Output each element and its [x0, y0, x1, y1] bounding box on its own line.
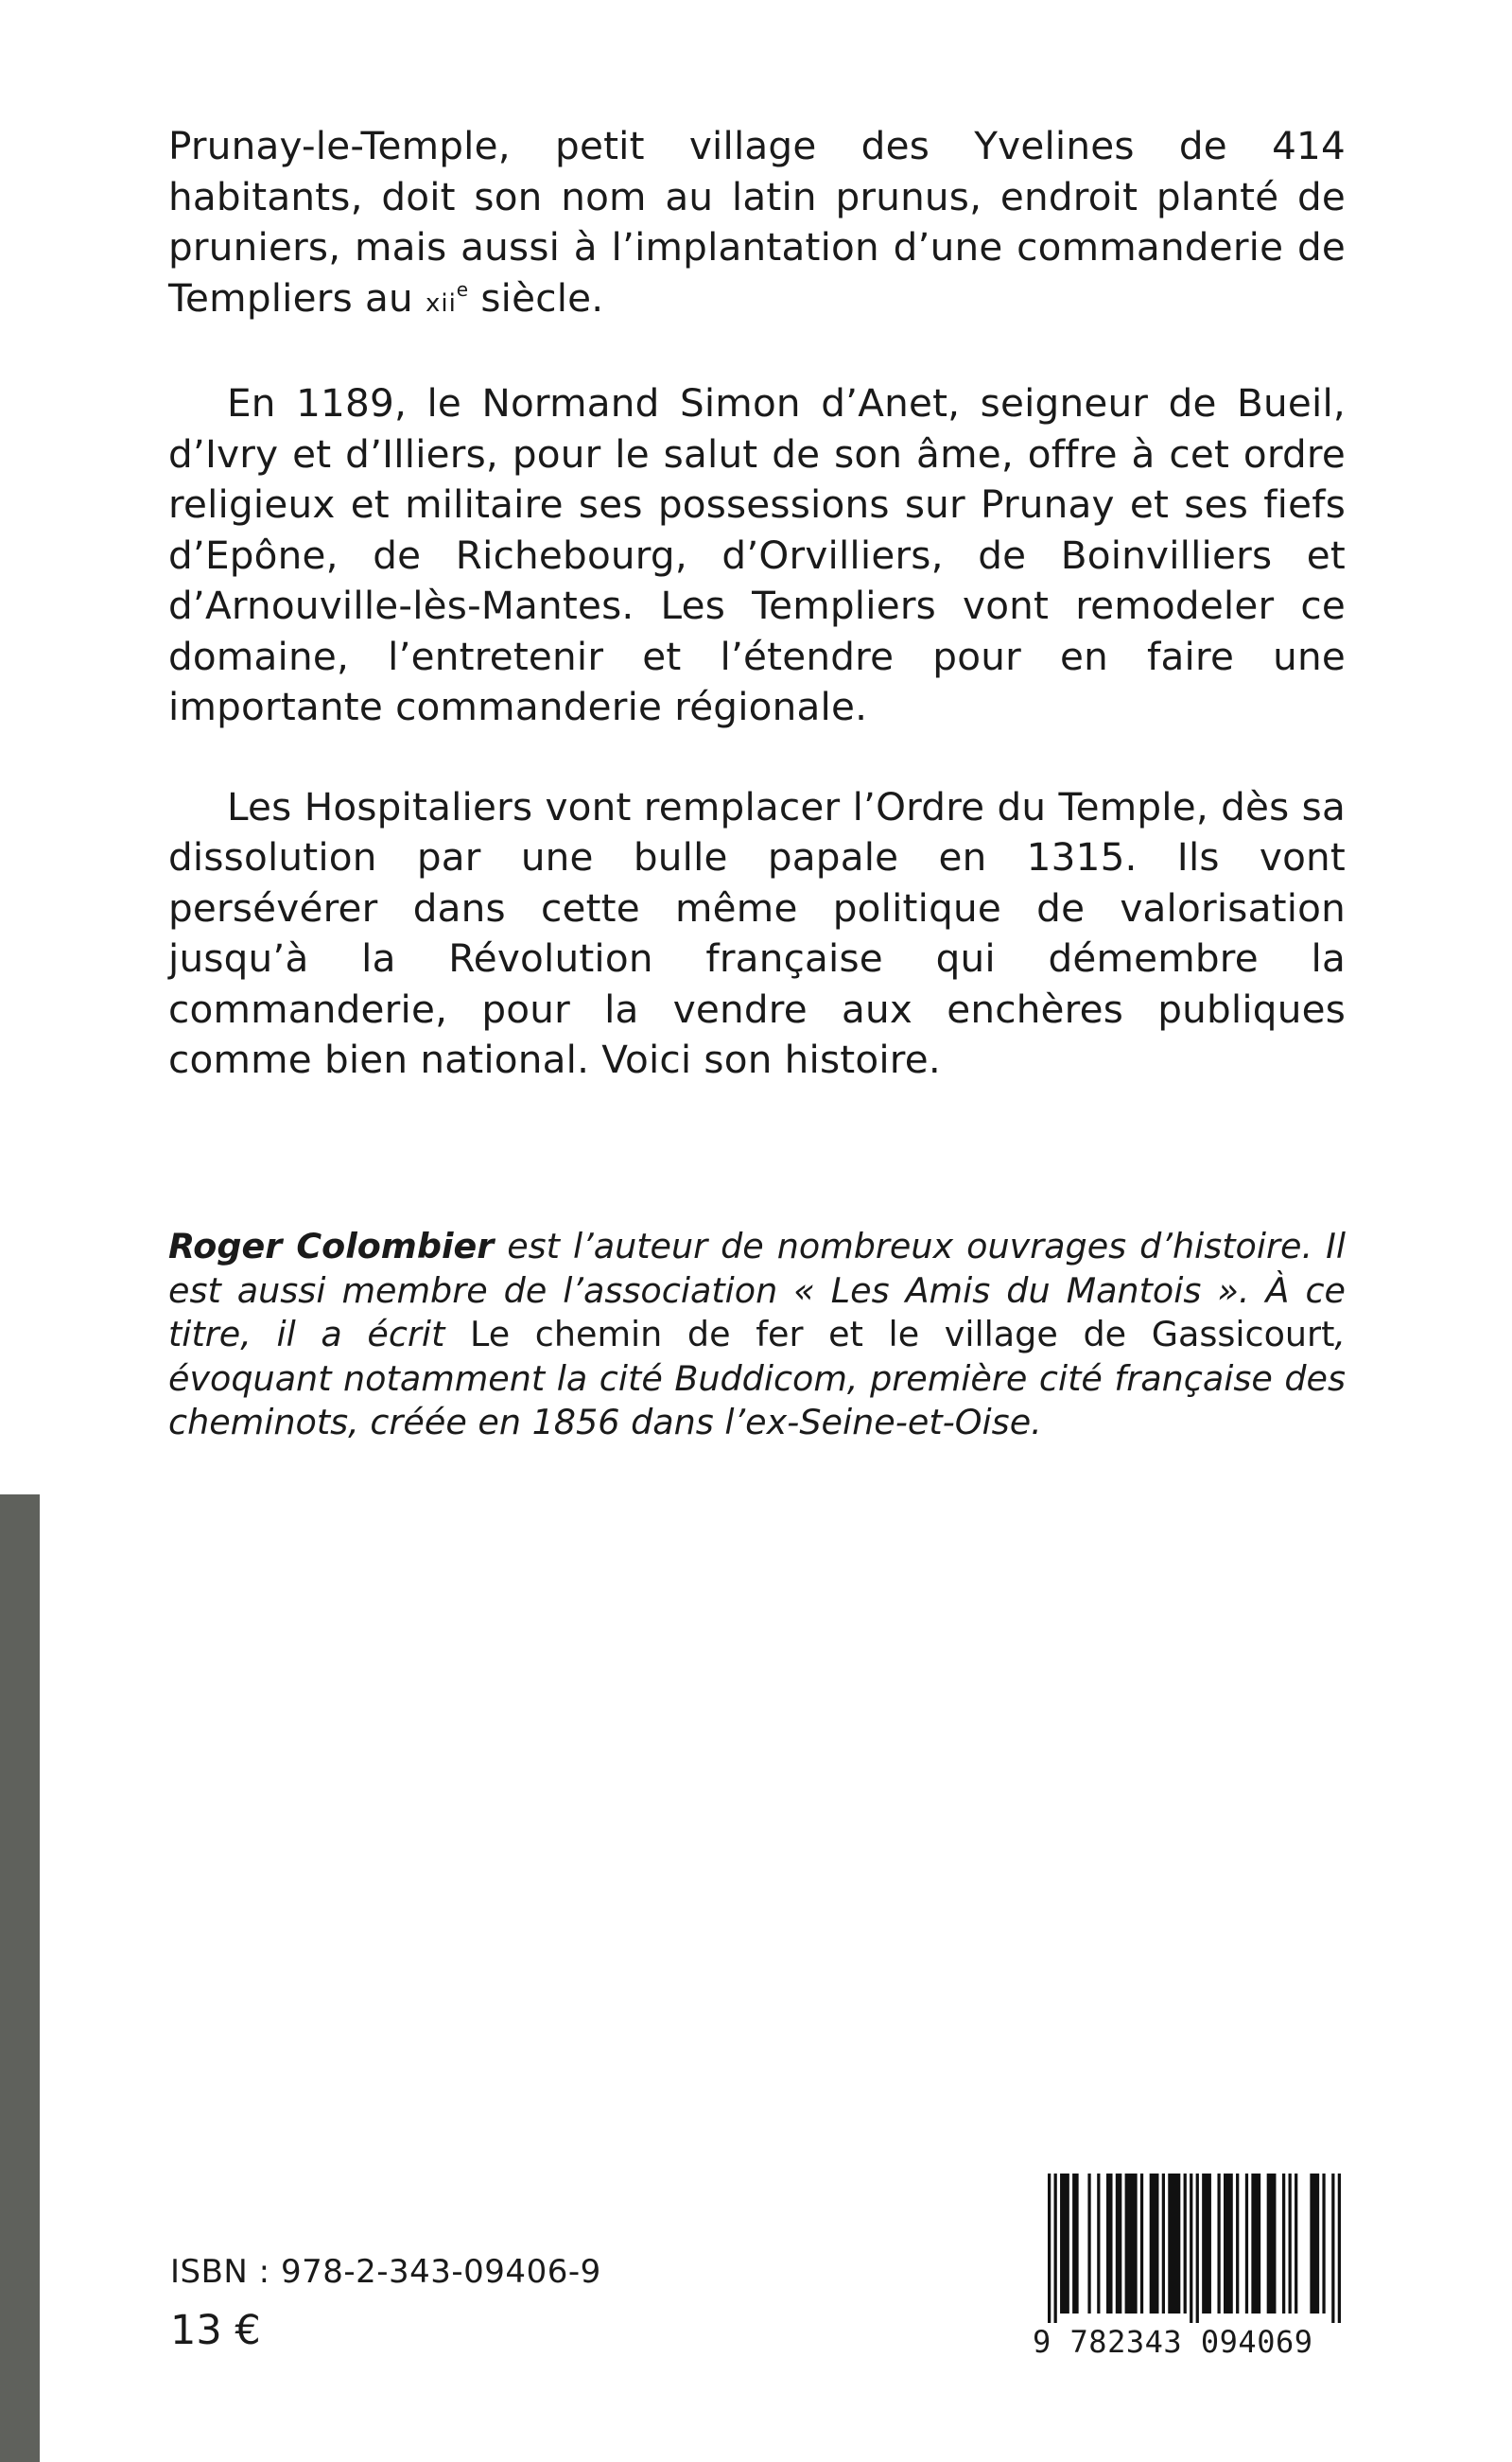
barcode-bar	[1338, 2174, 1341, 2323]
blurb-paragraph-1: Prunay-le-Temple, petit village des Yvelines de 414 habitants, doit son nom au latin prunus, endroit planté de pruniers, mais aussi à l’implantation d’une commanderie de Templiers au xii$^e$ siècle.	[168, 123, 1346, 321]
century-superscript: e	[456, 277, 469, 301]
barcode-bar	[1310, 2174, 1319, 2314]
barcode-bar	[1140, 2174, 1143, 2314]
barcode-bar	[1282, 2174, 1285, 2314]
barcode-bar	[1106, 2174, 1113, 2314]
barcode-digits: 9 782343 094069	[1033, 2324, 1313, 2360]
barcode-bar	[1217, 2174, 1220, 2314]
barcode-bar	[1267, 2174, 1277, 2314]
barcode-bar	[1060, 2174, 1069, 2314]
barcode-bar	[1125, 2174, 1138, 2314]
barcode-bar	[1054, 2174, 1057, 2323]
author-bio-paragraph: Roger Colombier est l’auteur de nombreux ouvrages d’histoire. Il est aussi membre de l’association « Les Amis du Mantois ». À ce titre, il a écrit Le chemin de fer et le village de Gassicourt, évoquant notamment la cité Buddicom, première cité française des cheminots, créée en 1856 dans l’ex-Seine-et-Oise.	[168, 1226, 1346, 1442]
book-title: Le chemin de fer et le village de Gassicourt	[470, 1314, 1335, 1354]
barcode-bar	[1162, 2174, 1165, 2314]
barcode-bar	[1202, 2174, 1211, 2314]
barcode-bar	[1190, 2174, 1192, 2323]
barcode-bar	[1150, 2174, 1159, 2314]
barcode-bar	[1224, 2174, 1233, 2314]
barcode-bar	[1116, 2174, 1122, 2314]
barcode-bar	[1168, 2174, 1180, 2314]
barcode-bar	[1322, 2174, 1325, 2314]
barcode-bar	[1295, 2174, 1297, 2314]
barcode-bar	[1184, 2174, 1187, 2314]
barcode-bar	[1331, 2174, 1334, 2323]
barcode-bar	[1048, 2174, 1051, 2323]
barcode-bar	[1289, 2174, 1292, 2314]
author-bio	[168, 1225, 1346, 1445]
isbn: ISBN : 978-2-343-09406-9	[170, 2253, 601, 2291]
spine-strip	[0, 1494, 40, 2462]
barcode-bar	[1245, 2174, 1248, 2314]
author-name: Roger Colombier	[168, 1226, 495, 1266]
barcode-bar	[1251, 2174, 1260, 2314]
blurb	[168, 121, 1346, 1086]
blurb-paragraph-2: En 1189, le Normand Simon d’Anet, seigneur de Bueil, d’Ivry et d’Illiers, pour le salut de son âme, offre à cet ordre religieux et militaire ses possessions sur Prunay et ses fiefs d’Epône, de Richebourg, d’Orvilliers, de Boinvilliers et d’Arnouville-lès-Mantes. Les Templiers vont remodeler ce domaine, l’entretenir et l’étendre pour en faire une importante commanderie régionale.	[168, 380, 1346, 729]
century-numeral: xii	[425, 288, 457, 318]
blurb-paragraph-3: Les Hospitaliers vont remplacer l’Ordre du Temple, dès sa dissolution par une bulle papale en 1315. Ils vont persévérer dans cette même politique de valorisation jusqu’à la Révolution française qui démembre la commanderie, pour la vendre aux enchères publiques comme bien national. Voici son histoire.	[168, 783, 1346, 1082]
barcode-bar	[1097, 2174, 1100, 2314]
barcode-bar	[1087, 2174, 1090, 2314]
price: 13 €	[170, 2307, 261, 2354]
barcode-bar	[1236, 2174, 1239, 2314]
barcode-bar	[1072, 2174, 1079, 2314]
barcode-bars	[1048, 2174, 1341, 2323]
barcode-bar	[1196, 2174, 1199, 2323]
